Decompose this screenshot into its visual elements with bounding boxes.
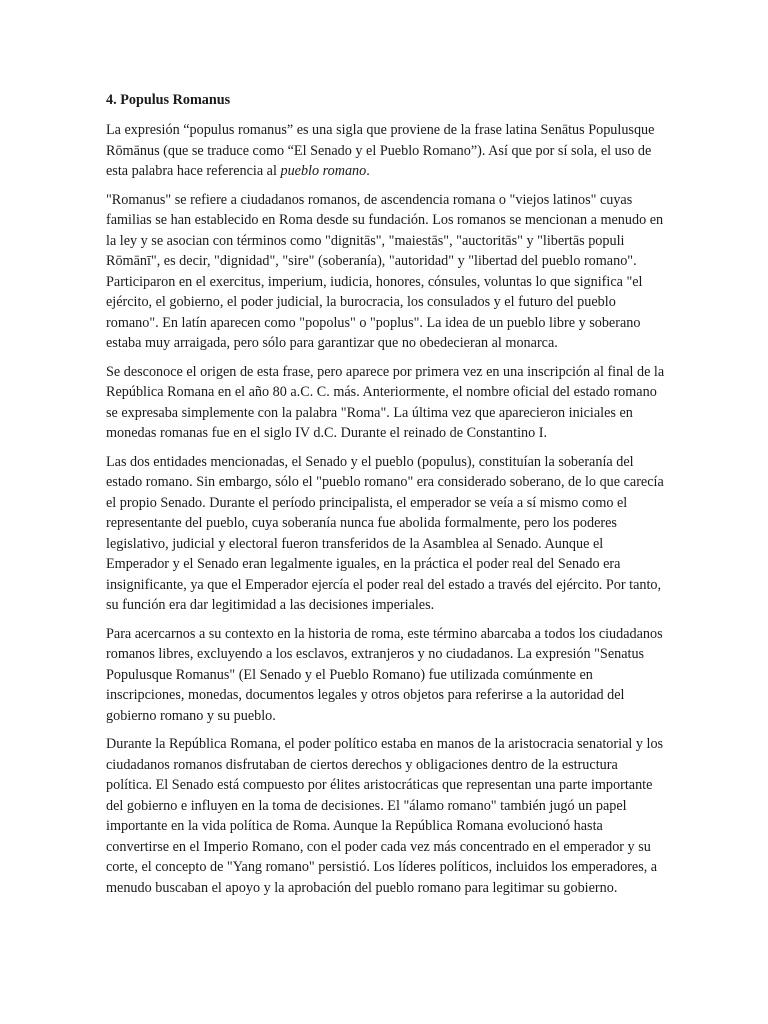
- paragraph-1-end: .: [366, 163, 370, 179]
- paragraph-1-italic: pueblo romano: [280, 163, 367, 179]
- document-page: [106, 90, 666, 906]
- paragraph-1-text: La expresión “populus romanus” es una sigla que proviene de la frase latina Senātus Populusque Rōmānus (que se traduce como “El Senado y el Pueblo Romano”). Así que por sí sola, el uso de esta palabra hace referencia al: [106, 122, 655, 179]
- section-heading: 4. Populus Romanus: [106, 92, 231, 108]
- paragraph-1: [106, 120, 666, 182]
- paragraph-2: "Romanus" se refiere a ciudadanos romanos, de ascendencia romana o "viejos latinos" cuyas familias se han establecido en Roma desde su fundación. Los romanos se mencionan a menudo en la ley y se asocian con términos como "dignitās", "maiestās", "auctoritās" y "libertās populi Rōmānī", es decir, "dignidad", "sire" (soberanía), "autoridad" y "libertad del pueblo romano". Participaron en el exercitus, imperium, iudicia, honores, cónsules, voluntas lo que significa "el ejército, el gobierno, el poder judicial, la burocracia, los consulados y el futuro del pueblo romano". En latín aparecen como "popolus" o "poplus". La idea de un pueblo libre y soberano estaba muy arraigada, pero sólo para garantizar que no obedecieran al monarca.: [106, 191, 664, 351]
- paragraph-4: Las dos entidades mencionadas, el Senado y el pueblo (populus), constituían la soberanía del estado romano. Sin embargo, sólo el "pueblo romano" era considerado soberano, de lo que carecía el propio Senado. Durante el período principalista, el emperador se veía a sí mismo como el representante del pueblo, cuya soberanía nunca fue abolida formalmente, pero los poderes legislativo, judicial y electoral fueron transferidos de la Asamblea al Senado. Aunque el Emperador y el Senado eran legalmente iguales, en la práctica el poder real del Senado era insignificante, ya que el Emperador ejercía el poder real del estado a través del ejército. Por tanto, su función era dar legitimidad a las decisiones imperiales.: [106, 453, 664, 613]
- paragraph-6: Durante la República Romana, el poder político estaba en manos de la aristocracia senatorial y los ciudadanos romanos disfrutaban de ciertos derechos y obligaciones dentro de la estructura política. El Senado está compuesto por élites aristocráticas que representan una parte importante del gobierno e influyen en la toma de decisiones. El "álamo romano" también jugó un papel importante en la vida política de Roma. Aunque la República Romana evolucionó hasta convertirse en el Imperio Romano, con el poder cada vez más concentrado en el emperador y su corte, el concepto de "Yang romano" persistió. Los líderes políticos, incluidos los emperadores, a menudo buscaban el apoyo y la aprobación del pueblo romano para legitimar su gobierno.: [106, 736, 664, 896]
- paragraph-3: Se desconoce el origen de esta frase, pero aparece por primera vez en una inscripción al final de la República Romana en el año 80 a.C. C. más. Anteriormente, el nombre oficial del estado romano se expresaba simplemente con la palabra "Roma". La última vez que aparecieron iniciales en monedas romanas fue en el siglo IV d.C. Durante el reinado de Constantino I.: [106, 363, 665, 441]
- paragraph-5: Para acercarnos a su contexto en la historia de roma, este término abarcaba a todos los ciudadanos romanos libres, excluyendo a los esclavos, extranjeros y no ciudadanos. La expresión "Senatus Populusque Romanus" (El Senado y el Pueblo Romano) fue utilizada comúnmente en inscripciones, monedas, documentos legales y otros objetos para referirse a la autoridad del gobierno romano y su pueblo.: [106, 625, 663, 724]
